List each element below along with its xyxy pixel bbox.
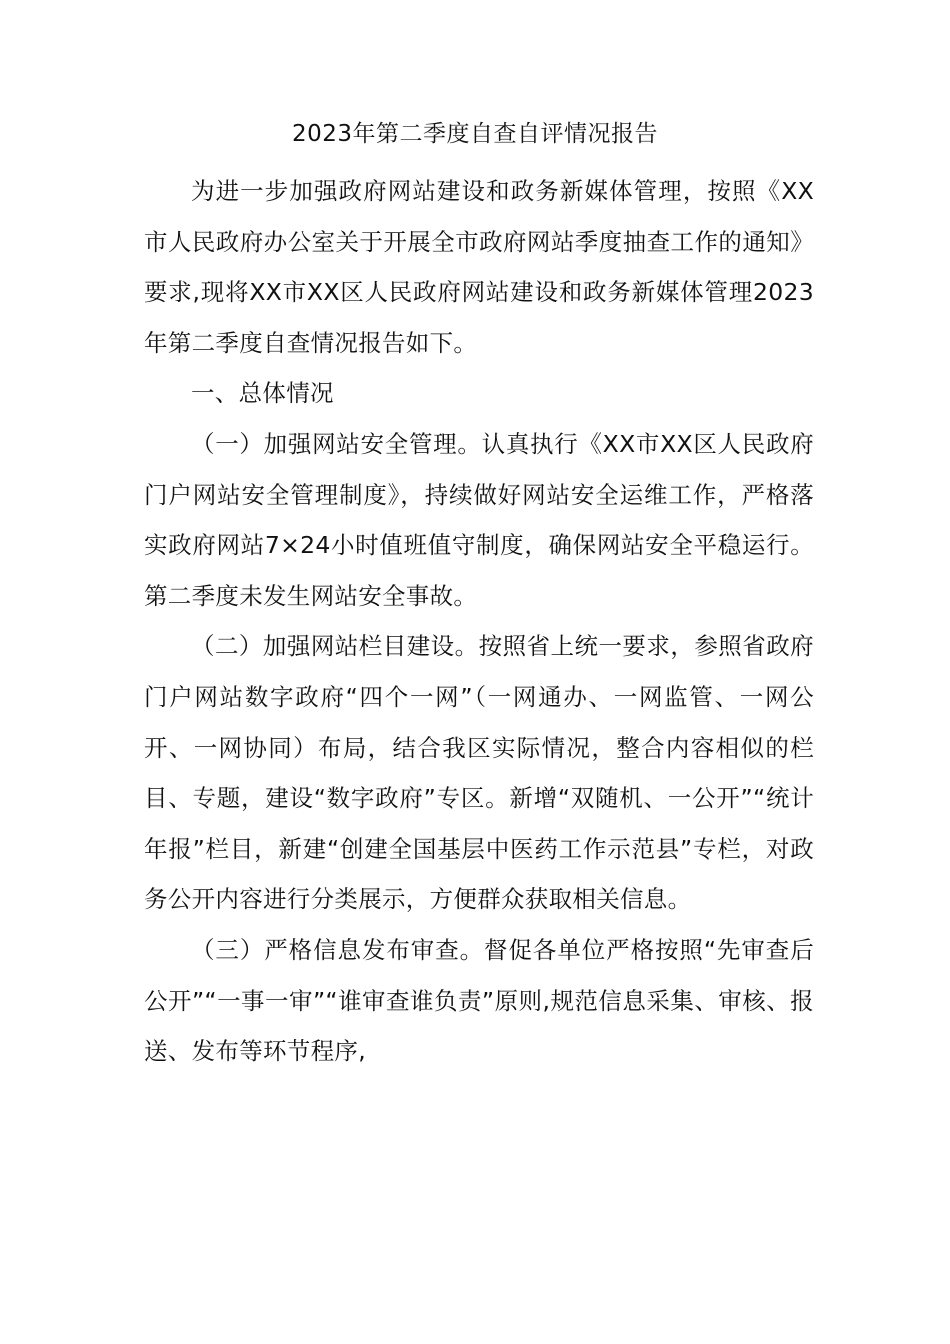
paragraph-review: （三）严格信息发布审查。督促各单位严格按照“先审查后公开”“一事一审”“谁审查谁负责”原则,规范信息采集、审核、报送、发布等环节程序, xyxy=(144,935,814,1066)
section-heading: 一、总体情况 xyxy=(191,379,334,408)
paragraph-columns: （二）加强网站栏目建设。按照省上统一要求，参照省政府门户网站数字政府“四个一网”（一网通办、一网监管、一网公开、一网协同）布局，结合我区实际情况，整合内容相似的栏目、专题，建设“数字政府”专区。新增“双随机、一公开”“统计年报”栏目，新建“创建全国基层中医药工作示范县”专栏，对政务公开内容进行分类展示，方便群众获取相关信息。 xyxy=(144,632,814,914)
intro-paragraph: 为进一步加强政府网站建设和政务新媒体管理，按照《XX市人民政府办公室关于开展全市政府网站季度抽查工作的通知》要求,现将XX市XX区人民政府网站建设和政务新媒体管理2023年第二季度自查情况报告如下。 xyxy=(144,177,814,357)
document-title: 2023年第二季度自查自评情况报告 xyxy=(291,121,659,147)
paragraph-security: （一）加强网站安全管理。认真执行《XX市XX区人民政府门户网站安全管理制度》，持续做好网站安全运维工作，严格落实政府网站7×24小时值班值守制度，确保网站安全平稳运行。第二季度未发生网站安全事故。 xyxy=(144,429,814,610)
document-body xyxy=(144,166,814,1077)
